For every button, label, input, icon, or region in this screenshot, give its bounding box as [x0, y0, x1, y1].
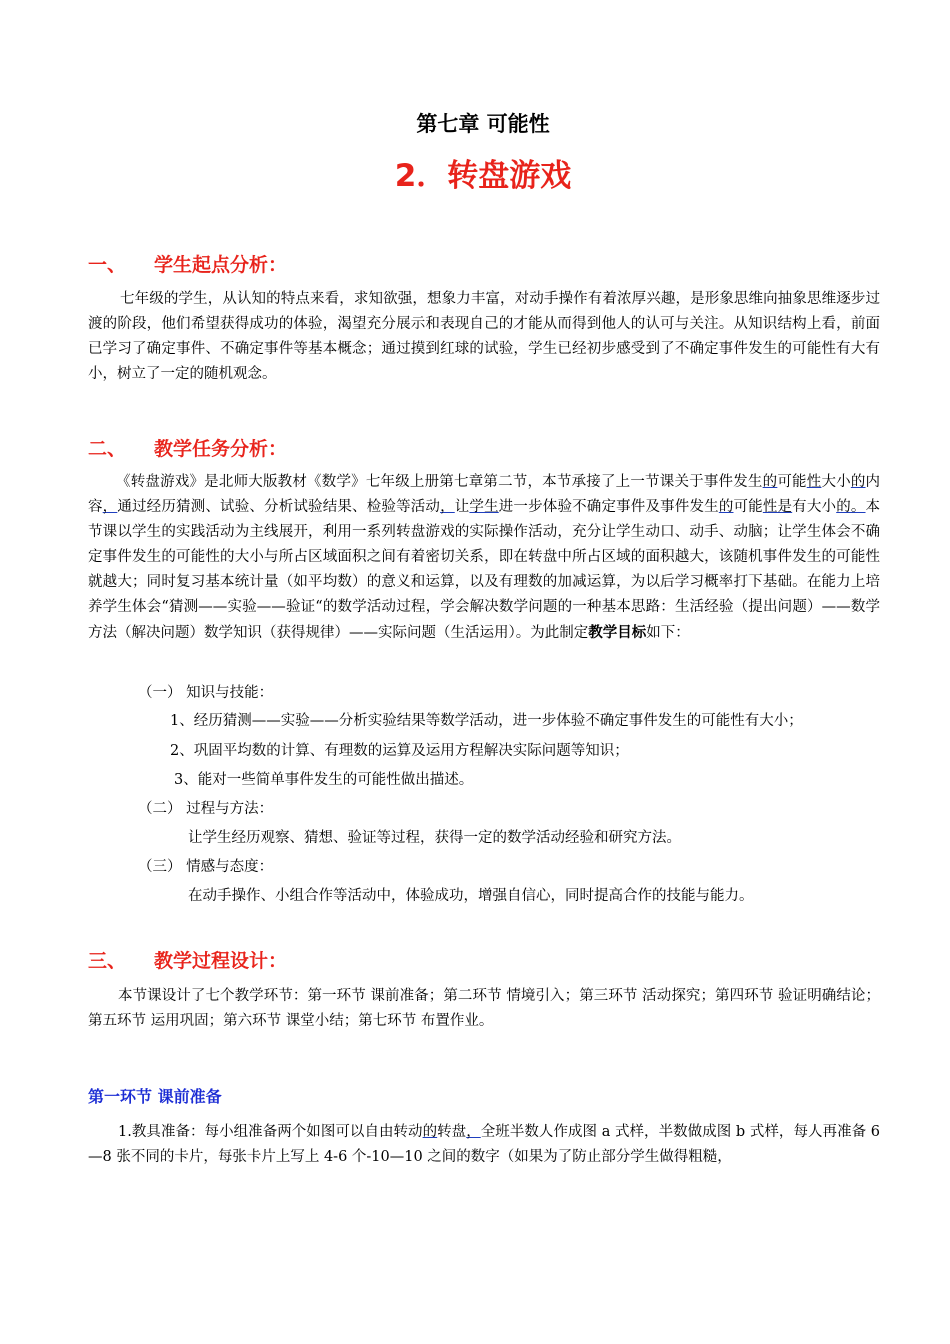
text-run: 内容 [88, 474, 881, 515]
goal1-item3: 3、能对一些简单事件发生的可能性做出描述。 [174, 772, 474, 788]
text-run: ， [102, 499, 118, 515]
section1-heading [88, 250, 287, 277]
section2-title: 教学任务分析： [154, 438, 288, 460]
text-run: 1.教具准备：每小组准备两个如图可以自由转动 [118, 1124, 423, 1140]
goal1-label: （一） 知识与技能： [138, 685, 274, 701]
goal1-item1: 1、经历猜测——实验——分析实验结果等数学活动，进一步体验不确定事件发生的可能性有大小； [170, 713, 803, 729]
section3-number: 三、 [88, 950, 127, 972]
text-run: ， [440, 499, 455, 515]
goal2-text: 让学生经历观察、猜想、验证等过程，获得一定的数学活动经验和研究方法。 [188, 830, 681, 846]
goal3-label: （三） 情感与态度： [138, 859, 274, 875]
chapter-title: 第七章 可能性 [416, 112, 550, 136]
text-run: 全班半数人作成图 a 式样，半数做成图 b 式样，每人再准备 6—8 张不同的卡片，每张卡片上写上 4-6 个-10—10 之间的数字（如果为了防止部分学生做得粗糙， [88, 1124, 881, 1165]
text-run: 学生 [469, 499, 499, 515]
text-run: 可能 [733, 499, 763, 515]
text-run: ， [466, 1124, 481, 1140]
goal2-label: （二） 过程与方法： [138, 801, 274, 817]
text-run: 进一步体验不确定事件及事件发生 [498, 499, 719, 515]
lesson-title: 2．转盘游戏 [394, 158, 572, 194]
step1-body [88, 1120, 880, 1170]
section1-body: 七年级的学生，从认知的特点来看，求知欲强，想象力丰富，对动手操作有着浓厚兴趣，是形象思维向抽象思维逐步过渡的阶段，他们希望获得成功的体验，渴望充分展示和表现自己的才能从而得到他人的认可与关注。从知识结构上看，前面已学习了确定事件、不确定事件等基本概念；通过摸到红球的试验，学生已经初步感受到了不确定事件发生的可能性有大有小，树立了一定的随机观念。 [88, 291, 880, 382]
text-run: 让 [454, 499, 470, 515]
text-run: 大小 [821, 474, 851, 490]
text-run: 的 [422, 1124, 438, 1140]
text-run: 性 [806, 474, 822, 490]
section1-title: 学生起点分析： [154, 254, 288, 276]
section2-body [88, 470, 880, 646]
text-run: 的 [762, 474, 778, 490]
section3-title: 教学过程设计： [154, 950, 288, 972]
text-run: 的 [718, 499, 734, 515]
text-run: 如下： [646, 625, 690, 641]
text-run: 的。 [836, 499, 866, 515]
text-run: 《转盘游戏》是北师大版教材《数学》七年级上册第七章第二节，本节承接了上一节课关于事件发生 [116, 474, 763, 490]
text-run: 本节课以学生的实践活动为主线展开，利用一系列转盘游戏的实际操作活动，充分让学生动口、动手、动脑；让学生体会不确定事件发生的可能性的大小与所占区域面积之间有着密切关系，即在转盘中所占区域的面积越大，该随机事件发生的可能性就越大；同时复习基本统计量（如平均数）的意义和运算，以及有理数的加减运算，为以后学习概率打下基础。在能力上培养学生体会“猜测——实验——验证“的数学活动过程，学会解决数学问题的一种基本思路：生活经验（提出问题）——数学方法（解决问题）数学知识（获得规律）——实际问题（生活运用）。为此制定 [88, 499, 881, 641]
section2-number: 二、 [88, 438, 127, 460]
step1-title: 第一环节 课前准备 [88, 1087, 222, 1106]
text-run: 性是 [762, 499, 793, 515]
text-run: 的 [850, 474, 866, 490]
section3-heading [88, 946, 287, 973]
text-run: 通过经历猜测、试验、分析试验结果、检验等活动 [117, 499, 441, 515]
text-run: 有大小 [792, 499, 837, 515]
section1-number: 一、 [88, 254, 127, 276]
text-run: 可能 [777, 474, 807, 490]
text-run: 转盘 [437, 1124, 467, 1140]
section3-body: 本节课设计了七个教学环节：第一环节 课前准备；第二环节 情境引入；第三环节 活动探究；第四环节 验证明确结论；第五环节 运用巩固；第六环节 课堂小结；第七环节 布置作业。 [88, 988, 880, 1029]
section2-heading [88, 434, 287, 461]
teaching-goals-term: 教学目标 [588, 624, 647, 641]
goal3-text: 在动手操作、小组合作等活动中，体验成功，增强自信心，同时提高合作的技能与能力。 [188, 888, 754, 904]
goal1-item2: 2、巩固平均数的计算、有理数的运算及运用方程解决实际问题等知识； [170, 743, 629, 759]
